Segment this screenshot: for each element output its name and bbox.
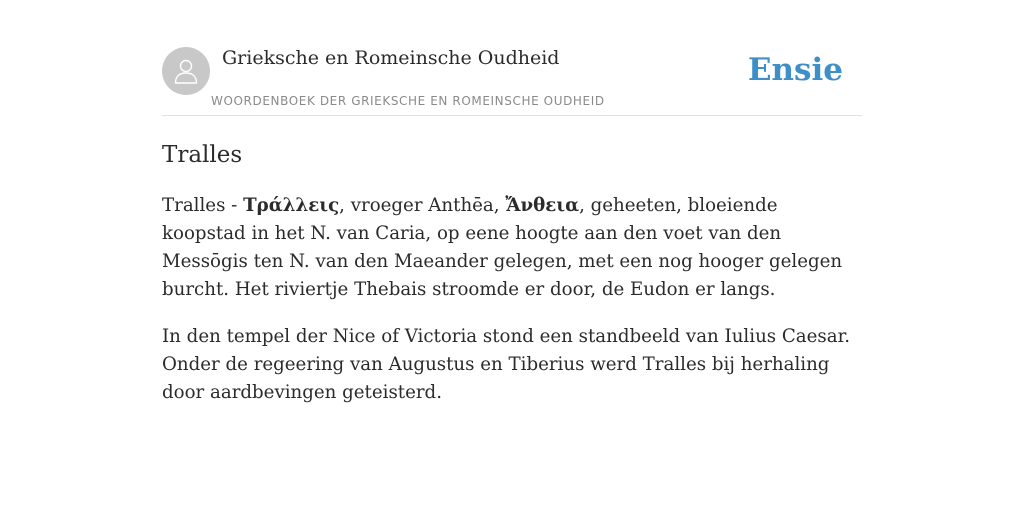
header-divider <box>162 115 862 116</box>
entry-body <box>162 192 866 426</box>
user-icon <box>171 56 201 86</box>
greek-term: Τράλλεις <box>243 195 340 216</box>
avatar[interactable] <box>162 47 210 95</box>
entry-paragraph-2: In den tempel der Nice of Victoria stond een standbeeld van Iulius Caesar. Onder de regeering van Augustus en Tiberius werd Tralles bij herhaling door aardbevingen geteisterd. <box>162 326 851 403</box>
entry-text: Tralles - <box>162 195 244 216</box>
greek-term: Ἄνθεια <box>505 195 580 216</box>
entry-text: , vroeger Anthēa, <box>339 195 506 216</box>
brand-logo[interactable]: Ensie <box>747 52 843 88</box>
entry-title: Tralles <box>162 142 243 168</box>
site-subtitle: WOORDENBOEK DER GRIEKSCHE EN ROMEINSCHE OUDHEID <box>211 94 605 108</box>
entry-text: , geheeten, bloeiende koopstad in het N. van Caria, op eene hoogte aan den voet van den Messōgis ten N. van den Maeander gelegen, met een nog hooger gelegen burcht. Het riviertje Thebais stroomde er door, de Eudon er langs. <box>162 195 843 300</box>
entry-paragraph-1 <box>162 192 866 304</box>
site-title[interactable]: Grieksche en Romeinsche Oudheid <box>222 47 560 69</box>
